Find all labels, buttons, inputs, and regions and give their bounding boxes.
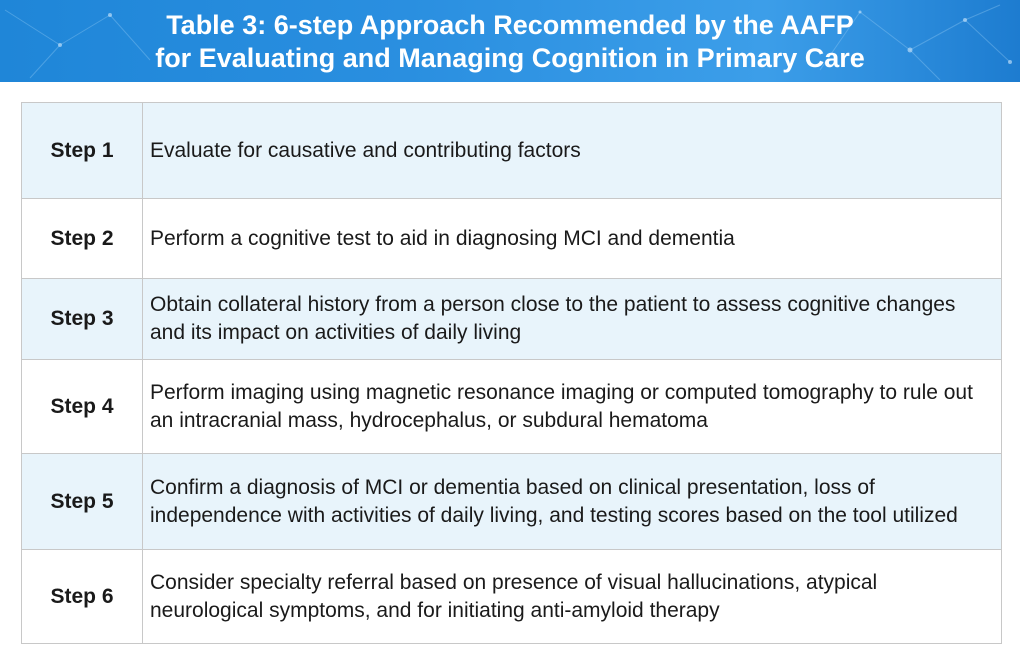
step-label: Step 6 [22,550,143,644]
step-label: Step 2 [22,199,143,279]
table-row [22,360,1002,454]
step-description: Perform a cognitive test to aid in diagnosing MCI and dementia [143,199,1002,279]
table-row [22,199,1002,279]
step-label: Step 1 [22,103,143,199]
step-description: Consider specialty referral based on presence of visual hallucinations, atypical neurological symptoms, and for initiating anti-amyloid therapy [143,550,1002,644]
step-label: Step 3 [22,279,143,360]
step-description: Confirm a diagnosis of MCI or dementia based on clinical presentation, loss of independence with activities of daily living, and testing scores based on the tool utilized [143,454,1002,550]
table-row [22,550,1002,644]
step-label: Step 4 [22,360,143,454]
table-row [22,454,1002,550]
step-label: Step 5 [22,454,143,550]
table-row [22,279,1002,360]
title-banner [0,0,1020,82]
step-description: Obtain collateral history from a person close to the patient to assess cognitive changes and its impact on activities of daily living [143,279,1002,360]
step-description: Perform imaging using magnetic resonance imaging or computed tomography to rule out an intracranial mass, hydrocephalus, or subdural hematoma [143,360,1002,454]
step-description: Evaluate for causative and contributing factors [143,103,1002,199]
table-row [22,103,1002,199]
title-line-1: Table 3: 6-step Approach Recommended by the AAFP [166,10,854,40]
table-title [0,9,1020,75]
title-line-2: for Evaluating and Managing Cognition in Primary Care [155,43,865,73]
steps-table [21,102,1002,644]
